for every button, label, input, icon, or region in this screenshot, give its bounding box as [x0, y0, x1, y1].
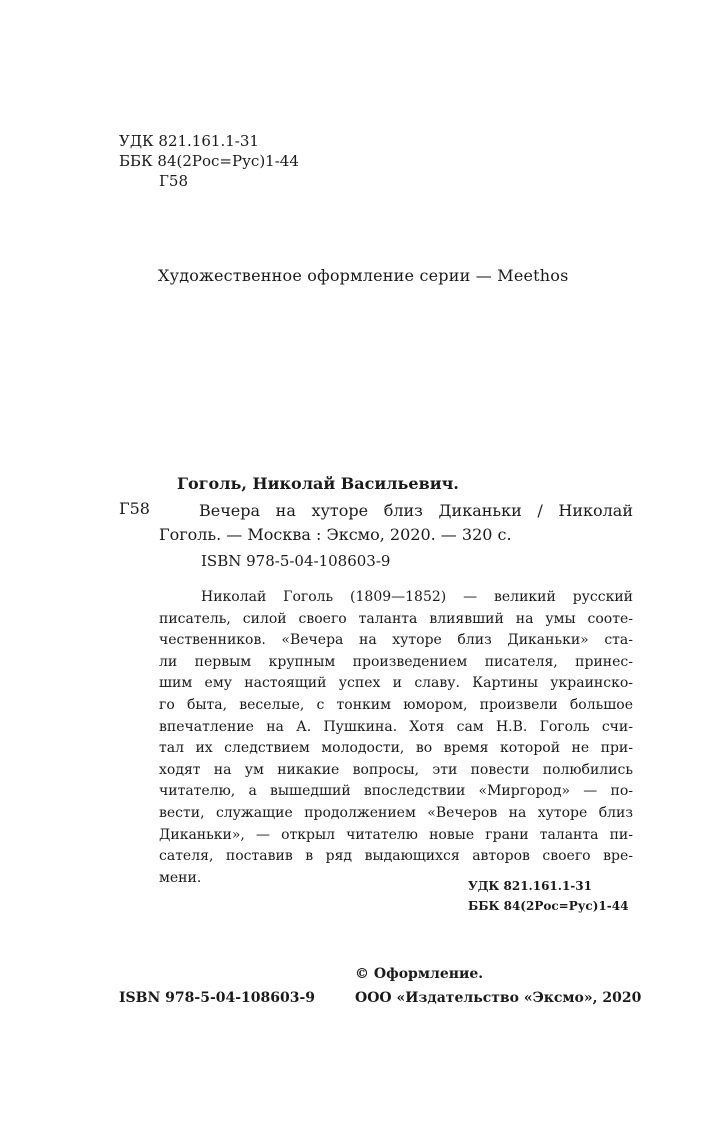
annotation-line: тал их следствием молодости, во время которой не при-: [159, 740, 633, 757]
catalog-title-line-1: Вечера на хуторе близ Диканьки / Николай: [199, 501, 633, 520]
header-udk: УДК 821.161.1-31: [119, 132, 259, 150]
footer-classification-codes: [468, 876, 628, 916]
annotation-line: го быта, веселые, с тонким юмором, произвели большое: [159, 696, 633, 713]
annotation-line: мени.: [159, 869, 202, 886]
annotation-line: писатель, силой своего таланта влиявший на умы соотe-: [159, 610, 633, 627]
copyright-design: © Оформление.: [355, 966, 484, 982]
design-credit: Художественное оформление серии — Meethos: [158, 266, 569, 285]
annotation-line: ходят на ум никакие вопросы, эти повести полюбились: [159, 761, 633, 778]
header-classification-codes: [119, 131, 299, 191]
annotation-line: впечатление на А. Пушкина. Хотя сам Н.В. Гоголь счи-: [159, 718, 633, 735]
annotation-line: Диканьки», — открыл читателю новые грани таланта пи-: [159, 826, 633, 843]
catalog-author-mark: Г58: [119, 499, 150, 518]
annotation-line: шим ему настоящий успех и славу. Картины украинско-: [159, 675, 633, 692]
copyright-publisher: ООО «Издательство «Эксмо», 2020: [355, 990, 642, 1006]
annotation-line: Николай Гоголь (1809—1852) — великий русский: [201, 589, 633, 605]
annotation-line: читателю, а вышедший впоследствии «Миргород» — по-: [159, 783, 633, 800]
annotation-line: сателя, поставив в ряд выдающихся авторов своего вре-: [159, 848, 633, 865]
catalog-title-statement: [159, 499, 633, 547]
catalog-isbn: ISBN 978-5-04-108603-9: [201, 552, 391, 570]
footer-bbk: ББК 84(2Рос=Рус)1-44: [468, 899, 629, 913]
annotation-line: ли первым крупным произведением писателя, принес-: [159, 653, 633, 670]
annotation: [159, 587, 633, 889]
header-author-mark: Г58: [159, 172, 189, 190]
catalog-author: Гоголь, Николай Васильевич.: [177, 474, 459, 493]
copyright-block: [355, 962, 641, 1010]
annotation-line: чественников. «Вечера на хуторе близ Диканьки» ста-: [159, 632, 633, 649]
header-bbk: ББК 84(2Рос=Рус)1-44: [119, 152, 299, 170]
isbn-bottom: ISBN 978-5-04-108603-9: [119, 990, 316, 1006]
footer-udk: УДК 821.161.1-31: [468, 879, 592, 893]
annotation-line: вести, служащие продолжением «Вечеров на хуторе близ: [159, 804, 633, 821]
catalog-title-line-2: Гоголь. — Москва : Эксмо, 2020. — 320 с.: [159, 525, 512, 544]
